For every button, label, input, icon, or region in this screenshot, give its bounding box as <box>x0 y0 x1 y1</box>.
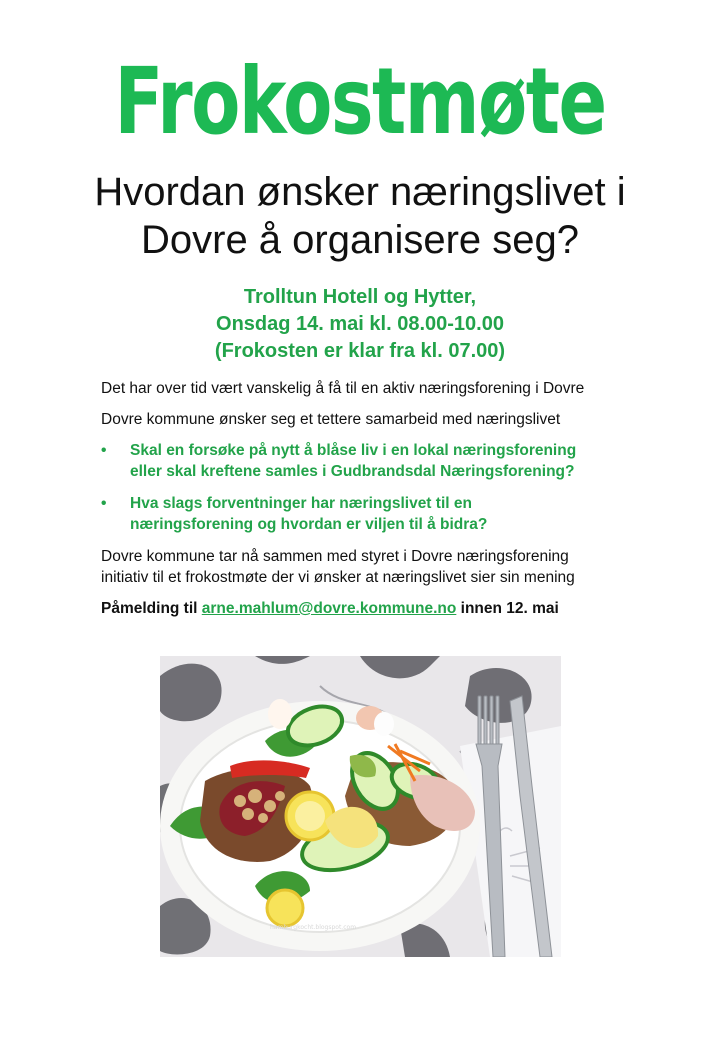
intro-paragraph-1: Det har over tid vært vanskelig å få til en aktiv næringsforening i Dovre <box>101 380 585 397</box>
breakfast-plate-photo <box>160 656 561 957</box>
venue-name: Trolltun Hotell og Hytter, <box>243 286 477 308</box>
question-line: eller skal kreftene samles i Gudbrandsdal Næringsforening? <box>130 463 575 480</box>
venue-block <box>0 284 720 365</box>
subtitle-line-1: Hvordan ønsker næringslivet i <box>94 170 626 214</box>
flyer-subtitle <box>40 168 680 264</box>
breakfast-plate-illustration <box>160 656 561 957</box>
initiative-line-1: Dovre kommune tar nå sammen med styret i Dovre næringsforening <box>101 548 569 565</box>
signup-email-link[interactable]: arne.mahlum@dovre.kommune.no <box>201 600 457 617</box>
intro-paragraph-2: Dovre kommune ønsker seg et tettere samarbeid med næringslivet <box>101 411 561 428</box>
venue-date-time: Onsdag 14. mai kl. 08.00-10.00 <box>216 313 504 335</box>
question-list <box>101 440 701 535</box>
flyer-title: Frokostmøte <box>114 48 606 155</box>
signup-line <box>101 598 701 619</box>
signup-suffix: innen 12. mai <box>456 600 559 617</box>
bullet-icon: • <box>101 495 107 512</box>
question-item <box>101 440 701 482</box>
flyer-body <box>101 378 701 629</box>
initiative-paragraph <box>101 546 701 588</box>
photo-watermark: hamburgkocht.blogspot.com <box>270 924 357 931</box>
question-item <box>101 493 701 535</box>
signup-prefix: Påmelding til <box>101 600 202 617</box>
bullet-icon: • <box>101 442 107 459</box>
venue-breakfast-note: (Frokosten er klar fra kl. 07.00) <box>214 340 506 362</box>
question-line: næringsforening og hvordan er viljen til å bidra? <box>130 516 488 533</box>
initiative-line-2: initiativ til et frokostmøte der vi ønsker at næringslivet sier sin mening <box>101 569 575 586</box>
question-line: Skal en forsøke på nytt å blåse liv i en lokal næringsforening <box>130 442 577 459</box>
subtitle-line-2: Dovre å organisere seg? <box>140 218 580 262</box>
question-line: Hva slags forventninger har næringslivet til en <box>130 495 472 512</box>
